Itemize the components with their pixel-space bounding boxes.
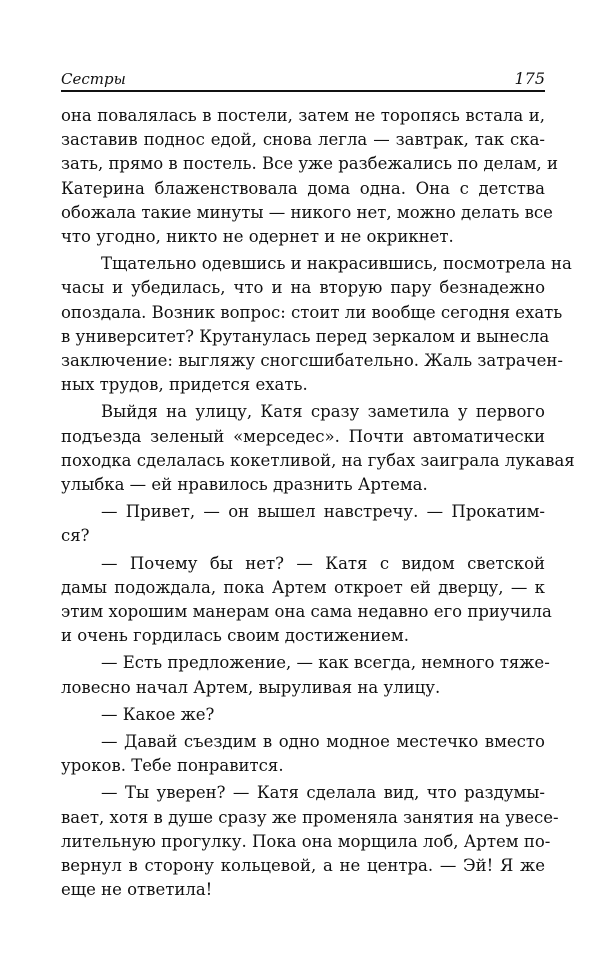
text-line: — Почему бы нет? — Катя с видом светской: [101, 553, 545, 573]
text-line: — Какое же?: [101, 704, 215, 724]
text-line: — Привет, — он вышел навстречу. — Прокатим-: [101, 502, 545, 522]
text-line: улыбка — ей нравилось дразнить Артема.: [61, 475, 428, 495]
paragraph: [61, 651, 550, 699]
text-line: — Есть предложение, — как всегда, немного тяже-: [101, 653, 550, 673]
text-line: и очень гордилась своим достижением.: [61, 626, 409, 646]
running-title: Сестры: [61, 70, 126, 88]
text-line: еще не ответила!: [61, 880, 213, 900]
text-line: Катерина блаженствовала дома одна. Она с детства: [61, 178, 545, 198]
text-line: Тщательно одевшись и накрасившись, посмотрела на: [101, 254, 572, 274]
text-line: этим хорошим манерам она сама недавно его приучила: [61, 602, 552, 622]
page-number: 175: [514, 69, 545, 88]
paragraph: [61, 500, 545, 548]
text-line: — Ты уверен? — Катя сделала вид, что раздумы-: [101, 783, 545, 803]
text-line: ных трудов, придется ехать.: [61, 375, 308, 395]
text-line: часы и убедилась, что и на вторую пару безнадежно: [61, 278, 545, 298]
text-line: ся?: [61, 526, 90, 546]
text-line: заключение: выгляжу сногсшибательно. Жаль затрачен-: [61, 351, 563, 371]
text-line: она повалялась в постели, затем не торопясь встала и,: [61, 106, 545, 125]
text-line: ловесно начал Артем, выруливая на улицу.: [61, 677, 441, 697]
paragraph: [61, 400, 575, 497]
text-line: — Давай съездим в одно модное местечко вместо: [101, 732, 545, 752]
text-line: в университет? Крутанулась перед зеркалом и вынесла: [61, 326, 550, 346]
paragraph: [61, 781, 559, 902]
paragraph: [61, 552, 552, 649]
text-line: уроков. Тебе понравится.: [61, 756, 284, 776]
paragraph: [61, 703, 545, 727]
running-header: [61, 66, 545, 92]
paragraph: [61, 252, 572, 397]
paragraph: [61, 104, 559, 249]
text-line: походка сделалась кокетливой, на губах заиграла лукавая: [61, 450, 575, 470]
paragraph: [61, 730, 545, 778]
text-line: заставив поднос едой, снова легла — завтрак, так ска-: [61, 130, 545, 150]
page-body-text: [61, 101, 575, 903]
text-line: вернул в сторону кольцевой, а не центра. — Эй! Я же: [61, 856, 545, 876]
text-line: подъезда зеленый «мерседес». Почти автоматически: [61, 426, 545, 446]
text-line: вает, хотя в душе сразу же променяла занятия на увесе-: [61, 807, 559, 827]
text-line: что угодно, никто не одернет и не окрикнет.: [61, 227, 454, 247]
text-line: Выйдя на улицу, Катя сразу заметила у первого: [101, 402, 545, 422]
text-line: лительную прогулку. Пока она морщила лоб, Артем по-: [61, 831, 551, 851]
text-line: дамы подождала, пока Артем откроет ей дверцу, — к: [61, 577, 545, 597]
text-line: опоздала. Возник вопрос: стоит ли вообще сегодня ехать: [61, 302, 563, 322]
text-line: зать, прямо в постель. Все уже разбежались по делам, и: [61, 154, 559, 174]
text-line: обожала такие минуты — никого нет, можно делать все: [61, 202, 553, 222]
